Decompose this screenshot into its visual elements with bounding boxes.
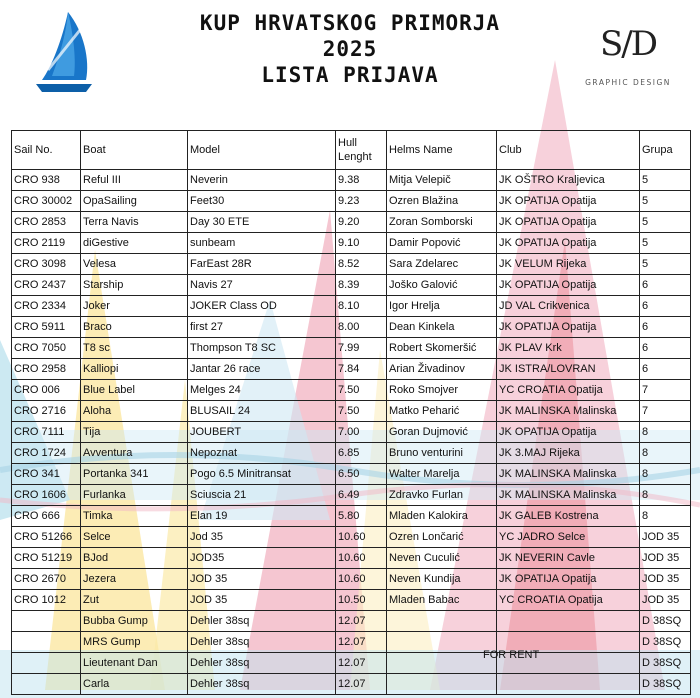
boat-cell: Furlanka <box>81 485 188 506</box>
helms-name-cell: Arian Živadinov <box>387 359 497 380</box>
logo-caption: GRAPHIC DESIGN <box>585 78 671 87</box>
helms-name-cell: Sara Zdelarec <box>387 254 497 275</box>
club-cell: JK GALEB Kostrena <box>497 506 640 527</box>
model-cell: Thompson T8 SC <box>188 338 336 359</box>
boat-cell: Lieutenant Dan <box>81 653 188 674</box>
club-cell: JK MALINSKA Malinska <box>497 464 640 485</box>
helms-name-cell <box>387 611 497 632</box>
column-header-model: Model <box>188 131 336 170</box>
model-cell: Dehler 38sq <box>188 632 336 653</box>
column-header-grupa: Grupa <box>640 131 691 170</box>
model-cell: Sciuscia 21 <box>188 485 336 506</box>
club-cell: JK OPATIJA Opatija <box>497 212 640 233</box>
club-cell <box>497 611 640 632</box>
grupa-cell: 5 <box>640 212 691 233</box>
sail-no-cell: CRO 7111 <box>12 422 81 443</box>
table-row <box>12 527 691 548</box>
model-cell: Day 30 ETE <box>188 212 336 233</box>
title-line: 2025 <box>322 37 378 61</box>
hull-length-cell: 6.50 <box>336 464 387 485</box>
model-cell: Neverin <box>188 170 336 191</box>
model-cell: JOD 35 <box>188 590 336 611</box>
hull-length-cell: 7.84 <box>336 359 387 380</box>
model-cell: JOD35 <box>188 548 336 569</box>
boat-cell: Aloha <box>81 401 188 422</box>
table-row <box>12 359 691 380</box>
table-row <box>12 191 691 212</box>
helms-name-cell: Bruno venturini <box>387 443 497 464</box>
sail-no-cell: CRO 5911 <box>12 317 81 338</box>
grupa-cell: 6 <box>640 359 691 380</box>
club-cell: JK OPATIJA Opatija <box>497 317 640 338</box>
boat-cell: Kalliopi <box>81 359 188 380</box>
grupa-cell: D 38SQ <box>640 611 691 632</box>
table-row <box>12 233 691 254</box>
hull-length-cell: 12.07 <box>336 611 387 632</box>
club-cell: JK OPATIJA Opatija <box>497 422 640 443</box>
sail-no-cell: CRO 2334 <box>12 296 81 317</box>
club-cell: JK PLAV Krk <box>497 338 640 359</box>
grupa-cell: D 38SQ <box>640 632 691 653</box>
sail-no-cell: CRO 2670 <box>12 569 81 590</box>
table-row <box>12 674 691 695</box>
grupa-cell: JOD 35 <box>640 590 691 611</box>
table-row <box>12 443 691 464</box>
table-row <box>12 653 691 674</box>
sail-no-cell <box>12 653 81 674</box>
club-cell: JK MALINSKA Malinska <box>497 485 640 506</box>
table-row <box>12 548 691 569</box>
club-cell: JK OPATIJA Opatija <box>497 233 640 254</box>
sail-no-cell: CRO 7050 <box>12 338 81 359</box>
sail-no-cell: CRO 006 <box>12 380 81 401</box>
club-cell: JK OPATIJA Opatija <box>497 191 640 212</box>
club-cell: JK OPATIJA Opatija <box>497 569 640 590</box>
sail-no-cell: CRO 938 <box>12 170 81 191</box>
sail-no-cell: CRO 2437 <box>12 275 81 296</box>
title-line: KUP HRVATSKOG PRIMORJA <box>199 11 501 35</box>
model-cell: BLUSAIL 24 <box>188 401 336 422</box>
column-header-club: Club <box>497 131 640 170</box>
sail-no-cell <box>12 632 81 653</box>
hull-length-cell: 7.50 <box>336 380 387 401</box>
boat-cell: Avventura <box>81 443 188 464</box>
boat-cell: OpaSailing <box>81 191 188 212</box>
grupa-cell: 6 <box>640 317 691 338</box>
helms-name-cell: Goran Dujmović <box>387 422 497 443</box>
boat-cell: Timka <box>81 506 188 527</box>
model-cell: first 27 <box>188 317 336 338</box>
table-row <box>12 296 691 317</box>
sail-no-cell: CRO 2853 <box>12 212 81 233</box>
boat-cell: Carla <box>81 674 188 695</box>
boat-cell: Terra Navis <box>81 212 188 233</box>
model-cell: Dehler 38sq <box>188 611 336 632</box>
sail-no-cell: CRO 341 <box>12 464 81 485</box>
table-row <box>12 422 691 443</box>
hull-length-cell: 10.60 <box>336 569 387 590</box>
sail-no-cell: CRO 51219 <box>12 548 81 569</box>
table-row <box>12 611 691 632</box>
table-row <box>12 464 691 485</box>
hull-length-cell: 5.80 <box>336 506 387 527</box>
grupa-cell: JOD 35 <box>640 548 691 569</box>
grupa-cell: 5 <box>640 191 691 212</box>
helms-name-cell: Ozren Lončarić <box>387 527 497 548</box>
grupa-cell: 5 <box>640 170 691 191</box>
column-header-helms-name: Helms Name <box>387 131 497 170</box>
boat-cell: Velesa <box>81 254 188 275</box>
model-cell: Elan 19 <box>188 506 336 527</box>
model-cell: Nepoznat <box>188 443 336 464</box>
helms-name-cell: Roko Smojver <box>387 380 497 401</box>
helms-name-cell <box>387 632 497 653</box>
table-header-row <box>12 131 691 170</box>
page-header <box>0 0 700 128</box>
sail-no-cell: CRO 666 <box>12 506 81 527</box>
grupa-cell: 8 <box>640 485 691 506</box>
grupa-cell: D 38SQ <box>640 653 691 674</box>
table-row <box>12 317 691 338</box>
model-cell: Pogo 6.5 Minitransat <box>188 464 336 485</box>
boat-cell: Joker <box>81 296 188 317</box>
hull-length-cell: 8.52 <box>336 254 387 275</box>
grupa-cell: 8 <box>640 422 691 443</box>
helms-name-cell <box>387 653 497 674</box>
boat-cell: BJod <box>81 548 188 569</box>
hull-length-cell: 12.07 <box>336 653 387 674</box>
helms-name-cell: Robert Skomeršić <box>387 338 497 359</box>
helms-name-cell: Neven Cuculić <box>387 548 497 569</box>
model-cell: JOUBERT <box>188 422 336 443</box>
table-row <box>12 170 691 191</box>
grupa-cell: 7 <box>640 401 691 422</box>
helms-name-cell: Mladen Babac <box>387 590 497 611</box>
boat-cell: Selce <box>81 527 188 548</box>
boat-cell: Starship <box>81 275 188 296</box>
grupa-cell: 6 <box>640 296 691 317</box>
grupa-cell: 7 <box>640 380 691 401</box>
helms-name-cell <box>387 674 497 695</box>
boat-cell: Braco <box>81 317 188 338</box>
for-rent-note: FOR RENT <box>483 649 540 661</box>
model-cell: sunbeam <box>188 233 336 254</box>
sail-no-cell: CRO 3098 <box>12 254 81 275</box>
boat-cell: Zut <box>81 590 188 611</box>
title-line: LISTA PRIJAVA <box>261 63 439 87</box>
grupa-cell: D 38SQ <box>640 674 691 695</box>
sail-no-cell: CRO 2119 <box>12 233 81 254</box>
hull-length-cell: 6.49 <box>336 485 387 506</box>
grupa-cell: 6 <box>640 338 691 359</box>
boat-cell: Jezera <box>81 569 188 590</box>
hull-length-cell: 9.38 <box>336 170 387 191</box>
helms-name-cell: Zdravko Furlan <box>387 485 497 506</box>
column-header-hull-length-text: Hull Lenght <box>338 137 372 163</box>
model-cell: Melges 24 <box>188 380 336 401</box>
helms-name-cell: Igor Hrelja <box>387 296 497 317</box>
helms-name-cell: Zoran Somborski <box>387 212 497 233</box>
hull-length-cell: 12.07 <box>336 674 387 695</box>
hull-length-cell: 8.39 <box>336 275 387 296</box>
hull-length-cell: 7.50 <box>336 401 387 422</box>
table-row <box>12 212 691 233</box>
sail-no-cell: CRO 51266 <box>12 527 81 548</box>
graphic-design-logo <box>578 18 678 98</box>
logo-monogram: S/D <box>599 24 656 64</box>
table-row <box>12 506 691 527</box>
model-cell: Navis 27 <box>188 275 336 296</box>
hull-length-cell: 9.23 <box>336 191 387 212</box>
club-cell: JK OŠTRO Kraljevica <box>497 170 640 191</box>
table-row <box>12 590 691 611</box>
sail-no-cell: CRO 30002 <box>12 191 81 212</box>
boat-cell: Blue Label <box>81 380 188 401</box>
helms-name-cell: Joško Galović <box>387 275 497 296</box>
boat-cell: diGestive <box>81 233 188 254</box>
helms-name-cell: Mladen Kalokira <box>387 506 497 527</box>
model-cell: JOKER Class OD <box>188 296 336 317</box>
grupa-cell: 8 <box>640 443 691 464</box>
grupa-cell: JOD 35 <box>640 569 691 590</box>
helms-name-cell: Dean Kinkela <box>387 317 497 338</box>
club-cell: YC JADRO Selce <box>497 527 640 548</box>
sail-no-cell: CRO 1012 <box>12 590 81 611</box>
model-cell: Dehler 38sq <box>188 653 336 674</box>
table-row <box>12 254 691 275</box>
helms-name-cell: Matko Peharić <box>387 401 497 422</box>
grupa-cell: 8 <box>640 506 691 527</box>
boat-cell: Reful III <box>81 170 188 191</box>
helms-name-cell: Mitja Velepič <box>387 170 497 191</box>
hull-length-cell: 9.10 <box>336 233 387 254</box>
model-cell: JOD 35 <box>188 569 336 590</box>
club-cell: JK ISTRA/LOVRAN <box>497 359 640 380</box>
grupa-cell: 5 <box>640 233 691 254</box>
table-row <box>12 632 691 653</box>
column-header-boat: Boat <box>81 131 188 170</box>
boat-cell: Portanka 341 <box>81 464 188 485</box>
table-row <box>12 380 691 401</box>
column-header-hull-length <box>336 131 387 170</box>
table-row <box>12 275 691 296</box>
club-cell: JK VELUM Rijeka <box>497 254 640 275</box>
helms-name-cell: Ozren Blažina <box>387 191 497 212</box>
hull-length-cell: 7.00 <box>336 422 387 443</box>
hull-length-cell: 10.50 <box>336 590 387 611</box>
helms-name-cell: Damir Popović <box>387 233 497 254</box>
model-cell: FarEast 28R <box>188 254 336 275</box>
table-row <box>12 338 691 359</box>
sail-no-cell: CRO 1724 <box>12 443 81 464</box>
sail-no-cell: CRO 2958 <box>12 359 81 380</box>
hull-length-cell: 8.00 <box>336 317 387 338</box>
entries-table <box>11 130 691 695</box>
model-cell: Feet30 <box>188 191 336 212</box>
sail-no-cell: CRO 1606 <box>12 485 81 506</box>
hull-length-cell: 12.07 <box>336 632 387 653</box>
grupa-cell: JOD 35 <box>640 527 691 548</box>
club-cell: JK NEVERIN Cavle <box>497 548 640 569</box>
club-cell: JK MALINSKA Malinska <box>497 401 640 422</box>
club-cell: JD VAL Crikvenica <box>497 296 640 317</box>
grupa-cell: 8 <box>640 464 691 485</box>
grupa-cell: 6 <box>640 275 691 296</box>
table-row <box>12 485 691 506</box>
hull-length-cell: 8.10 <box>336 296 387 317</box>
boat-cell: Tija <box>81 422 188 443</box>
page-title <box>120 10 580 88</box>
hull-length-cell: 7.99 <box>336 338 387 359</box>
hull-length-cell: 9.20 <box>336 212 387 233</box>
helms-name-cell: Neven Kundija <box>387 569 497 590</box>
model-cell: Dehler 38sq <box>188 674 336 695</box>
helms-name-cell: Walter Marelja <box>387 464 497 485</box>
regatta-sailboat-logo <box>28 10 100 94</box>
boat-cell: Bubba Gump <box>81 611 188 632</box>
sail-no-cell <box>12 611 81 632</box>
club-cell: YC CROATIA Opatija <box>497 590 640 611</box>
club-cell: JK OPATIJA Opatija <box>497 275 640 296</box>
boat-cell: T8 sc <box>81 338 188 359</box>
sail-no-cell <box>12 674 81 695</box>
table-row <box>12 569 691 590</box>
table-body <box>12 170 691 695</box>
sail-no-cell: CRO 2716 <box>12 401 81 422</box>
table-row <box>12 401 691 422</box>
column-header-sail-no: Sail No. <box>12 131 81 170</box>
hull-length-cell: 10.60 <box>336 527 387 548</box>
hull-length-cell: 10.60 <box>336 548 387 569</box>
club-cell <box>497 674 640 695</box>
model-cell: Jantar 26 race <box>188 359 336 380</box>
club-cell: JK 3.MAJ Rijeka <box>497 443 640 464</box>
grupa-cell: 5 <box>640 254 691 275</box>
model-cell: Jod 35 <box>188 527 336 548</box>
club-cell: YC CROATIA Opatija <box>497 380 640 401</box>
hull-length-cell: 6.85 <box>336 443 387 464</box>
boat-cell: MRS Gump <box>81 632 188 653</box>
